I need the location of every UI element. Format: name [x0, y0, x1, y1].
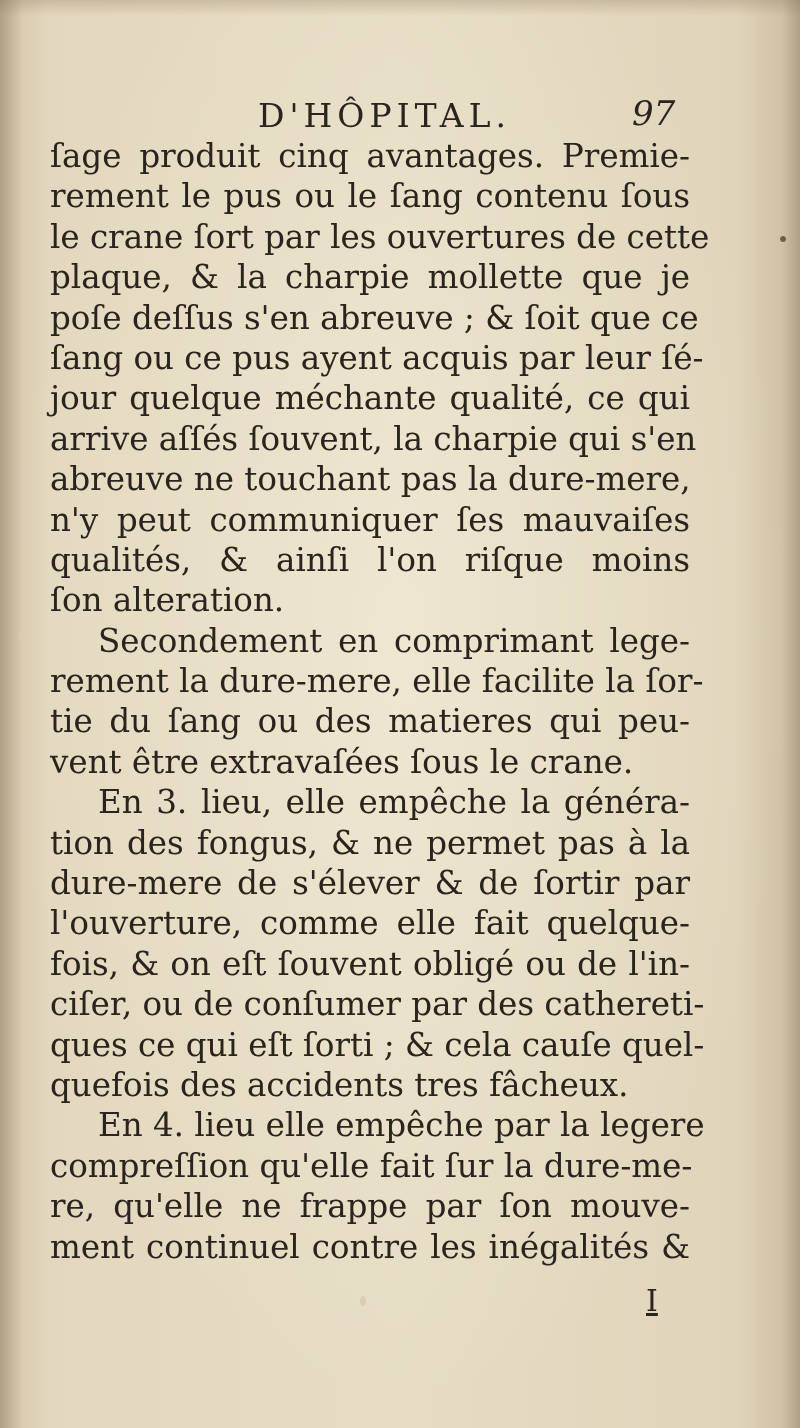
- text-line: ment continuel contre les inégalités &: [50, 1227, 690, 1266]
- text-line: poſe deſſus s'en abreuve ; & ſoit que ce: [50, 298, 699, 337]
- text-line: ſang ou ce pus ayent acquis par leur ſé-: [50, 338, 704, 377]
- page-footer: [0, 1284, 800, 1324]
- text-line: ciſer, ou de conſumer par des cathereti-: [50, 985, 705, 1024]
- text-line: quefois des accidents tres fâcheux.: [50, 1065, 629, 1104]
- text-line: En 3. lieu, elle empêche la généra-: [98, 783, 690, 822]
- text-line: vent être extravaſées ſous le crane.: [50, 742, 634, 781]
- text-line: En 4. lieu elle empêche par la legere: [98, 1106, 705, 1145]
- text-line: ſage produit cinq avantages. Premie-: [50, 137, 690, 175]
- page-number: 97: [632, 94, 676, 134]
- text-line: n'y peut communiquer ſes mauvaiſes: [50, 500, 690, 539]
- ink-speck: [780, 236, 786, 242]
- text-line: arrive aſſés ſouvent, la charpie qui s'en: [50, 419, 697, 458]
- text-line: qualités, & ainſi l'on riſque moins: [50, 540, 690, 579]
- signature-mark: I: [646, 1284, 658, 1319]
- text-line: ques ce qui eſt ſorti ; & cela cauſe quel-: [50, 1025, 705, 1064]
- text-line: compreſſion qu'elle fait ſur la dure-me-: [50, 1146, 693, 1185]
- text-line: l'ouverture, comme elle fait quelque-: [50, 904, 690, 943]
- page-right-shadow: [782, 0, 800, 1428]
- text-line: rement le pus ou le ſang contenu ſous: [50, 177, 690, 216]
- text-line: tion des fongus, & ne permet pas à la: [50, 823, 690, 862]
- body-text: [50, 136, 710, 1267]
- text-line: jour quelque méchante qualité, ce qui: [50, 379, 690, 418]
- text-line: dure-mere de s'élever & de ſortir par: [50, 864, 690, 903]
- running-head: D'HÔPITAL.: [258, 96, 512, 135]
- page-left-shadow: [0, 0, 22, 1428]
- text-line: tie du ſang ou des matieres qui peu-: [50, 702, 690, 741]
- text-line: plaque, & la charpie mollette que je: [50, 258, 690, 297]
- text-line: fois, & on eſt ſouvent obligé ou de l'in-: [50, 944, 690, 983]
- text-line: abreuve ne touchant pas la dure-mere,: [50, 460, 691, 499]
- text-line: Secondement en comprimant lege-: [98, 621, 690, 660]
- page-top-shadow: [0, 0, 800, 16]
- text-line: rement la dure-mere, elle facilite la ſor-: [50, 662, 704, 701]
- text-line: re, qu'elle ne frappe par ſon mouve-: [50, 1187, 690, 1226]
- text-line: le crane ſort par les ouvertures de cette: [50, 217, 710, 256]
- text-line: ſon alteration.: [50, 581, 285, 620]
